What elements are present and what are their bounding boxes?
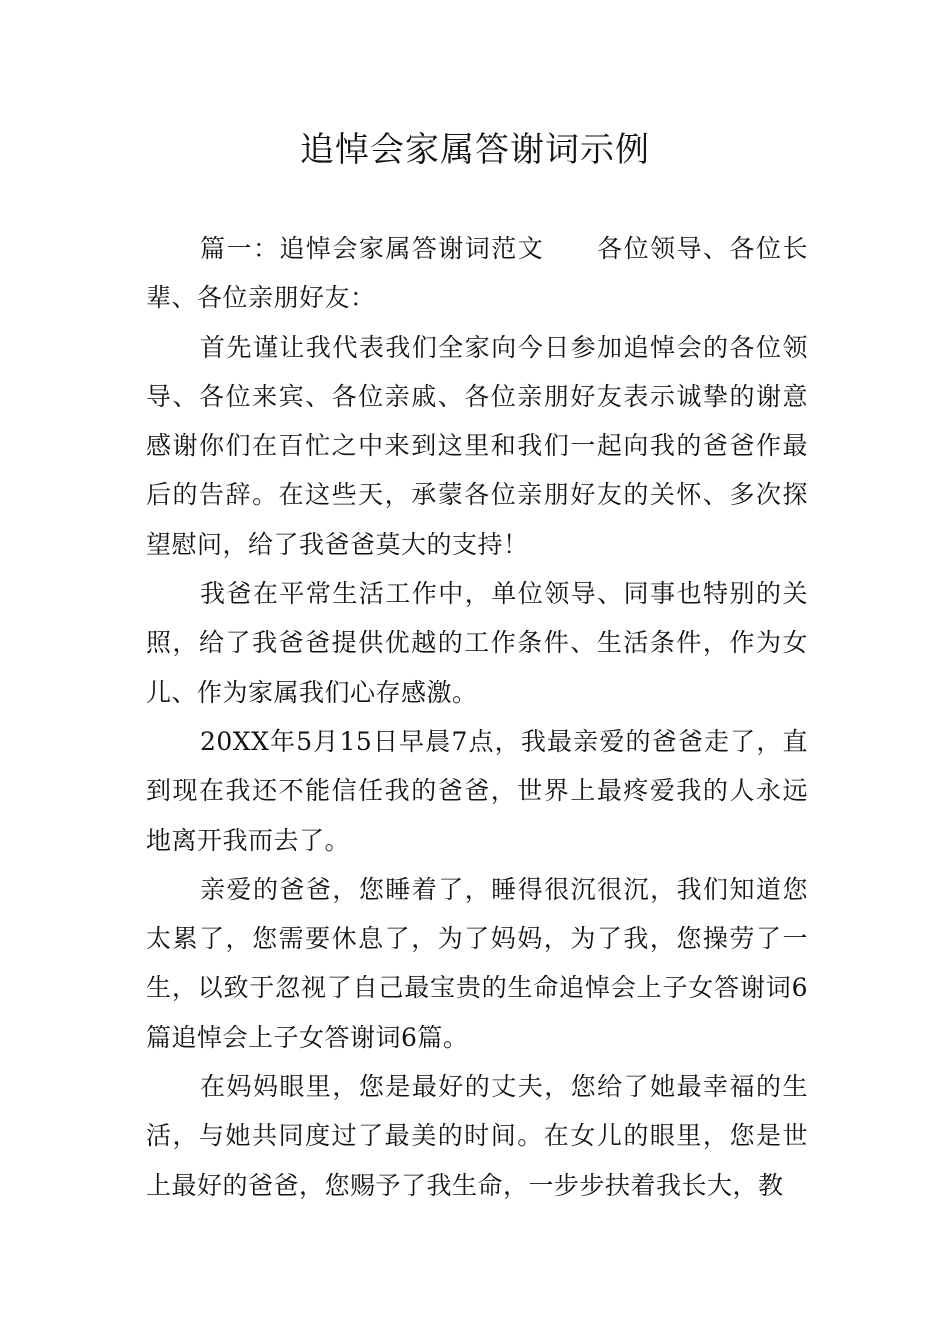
document-body [146,224,808,1210]
paragraph-dear-father: 亲爱的爸爸，您睡着了，睡得很沉很沉，我们知道您太累了，您需要休息了，为了妈妈，为了我，您操劳了一生，以致于忽视了自己最宝贵的生命追悼会上子女答谢词6篇追悼会上子女答谢词6篇。 [146,874,808,1052]
document-title: 追悼会家属答谢词示例 [300,130,650,170]
paragraph-colleagues: 我爸在平常生活工作中，单位领导、同事也特别的关照，给了我爸爸提供优越的工作条件、生活条件，作为女儿、作为家属我们心存感激。 [146,579,808,707]
paragraph-date: 20XX年5月15日早晨7点，我最亲爱的爸爸走了，直到现在我还不能信任我的爸爸，世界上最疼爱我的人永远地离开我而去了。 [146,726,808,855]
paragraph-thanks: 首先谨让我代表我们全家向今日参加追悼会的各位领导、各位来宾、各位亲戚、各位亲朋好友表示诚挚的谢意感谢你们在百忙之中来到这里和我们一起向我的爸爸作最后的告辞。在这些天，承蒙各位亲朋好友的关怀、多次探望慰问，给了我爸爸莫大的支持！ [146,332,808,559]
paragraph-salutation: 篇一：追悼会家属答谢词范文 各位领导、各位长辈、各位亲朋好友： [146,234,808,313]
paragraph-mother: 在妈妈眼里，您是最好的丈夫，您给了她最幸福的生活，与她共同度过了最美的时间。在女儿的眼里，您是世上最好的爸爸，您赐予了我生命，一步步扶着我长大，教 [146,1072,808,1200]
